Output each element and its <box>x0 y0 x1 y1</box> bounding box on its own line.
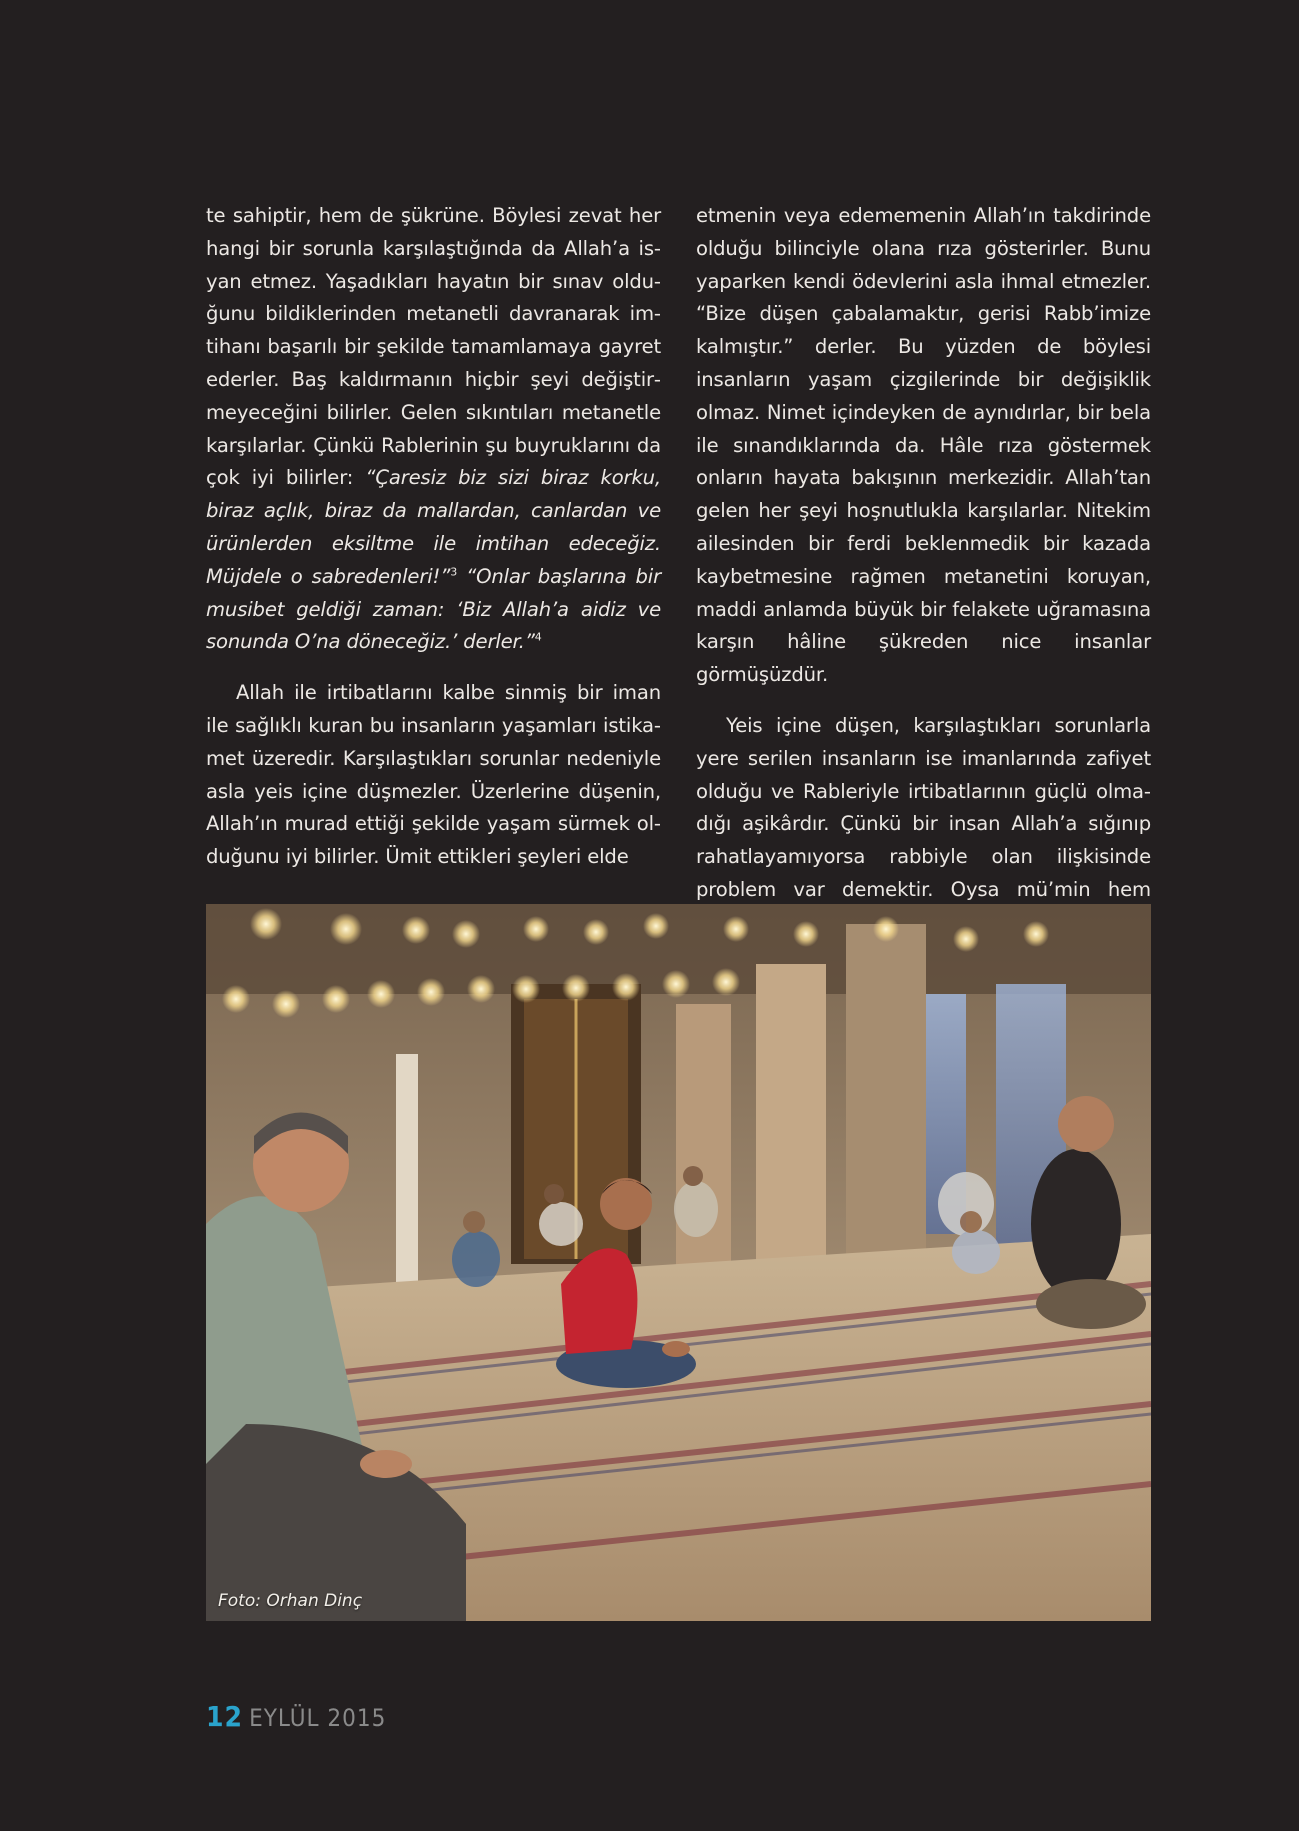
quran-quote-2: “Onlar başlarına bir musibet geldiği zaman: ‘Biz Allah’a aidiz ve sonunda O’na döneceğiz.’ derler.” <box>206 564 662 654</box>
right-text-column <box>696 200 1151 958</box>
mosque-interior-illustration <box>206 904 1151 1621</box>
page-number: 12 <box>206 1700 244 1733</box>
footnote-marker-3: 3 <box>450 565 458 579</box>
left-text-column <box>206 200 661 892</box>
mosque-photo <box>206 904 1151 1621</box>
left-paragraph-1 <box>206 200 661 659</box>
left-paragraph-2: Allah ile irtibatlarını kalbe sinmiş bir iman ile sağlıklı kuran bu insanların yaşamları istikamet üzeredir. Karşılaştıkları sorunlar nedeniyle asla yeis içine düşmezler. Üzerlerine düşenin, Allah’ın murad ettiği şekilde yaşam sürmek olduğunu iyi bilirler. Ümit ettikleri şeyleri elde <box>206 681 661 869</box>
footnote-marker-4: 4 <box>534 630 542 644</box>
issue-date: EYLÜL 2015 <box>249 1704 387 1732</box>
right-paragraph-1: etmenin veya edememenin Allah’ın takdirinde olduğu bilinciyle olana rıza gösterirler. Bunu yaparken kendi ödevlerini asla ihmal etmezler. “Bize düşen çabalamaktır, gerisi Rabb’imize kalmıştır.” derler. Bu yüzden de böylesi insanların yaşam çizgilerinde bir değişiklik olmaz. Nimet içindeyken de aynıdırlar, bir bela ile sınandıklarında da. Hâle rıza göstermek onların hayata bakışının merkezidir. Allah’tan gelen her şeyi hoşnutlukla karşılarlar. Nitekim ailesinden bir ferdi beklenmedik bir kazada kaybetmesine rağmen metanetini koruyan, maddi anlamda büyük bir felakete uğramasına karşın hâline şükreden nice insanlar görmüşüzdür. <box>696 204 1151 687</box>
quran-quote-1: “Çaresiz biz sizi biraz korku, biraz açlık, biraz da mallardan, canlardan ve ürünlerden eksiltme ile imtihan edeceğiz. Müjdele o sabredenleri!” <box>206 466 661 588</box>
right-paragraph-2: Yeis içine düşen, karşılaştıkları sorunlarla yere serilen insanların ise imanlarında zafiyet olduğu ve Rableriyle irtibatlarının güçlü olmadığı aşikârdır. Çünkü bir insan Allah’a sığınıp rahatlayamıyorsa rabbiyle olan ilişkisinde problem var demektir. Oysa mü’min hem <box>696 713 1151 901</box>
photo-caption: Foto: Orhan Dinç <box>218 1591 363 1611</box>
page-footer <box>206 1700 386 1733</box>
left-paragraph-1-text: te sahiptir, hem de şükrüne. Böylesi zevat her hangi bir sorunla karşılaştığında da Allah’a isyan etmez. Yaşadıkları hayatın bir sınav olduğunu bildiklerinden metanetli davranarak imtihanı başarılı bir şekilde tamamlamaya gayret ederler. Baş kaldırmanın hiçbir şeyi değiştirmeyeceğini bilirler. Gelen sıkıntıları metanetle karşılarlar. Çünkü Rablerinin şu buyruklarını da çok iyi bilirler: <box>206 204 661 490</box>
